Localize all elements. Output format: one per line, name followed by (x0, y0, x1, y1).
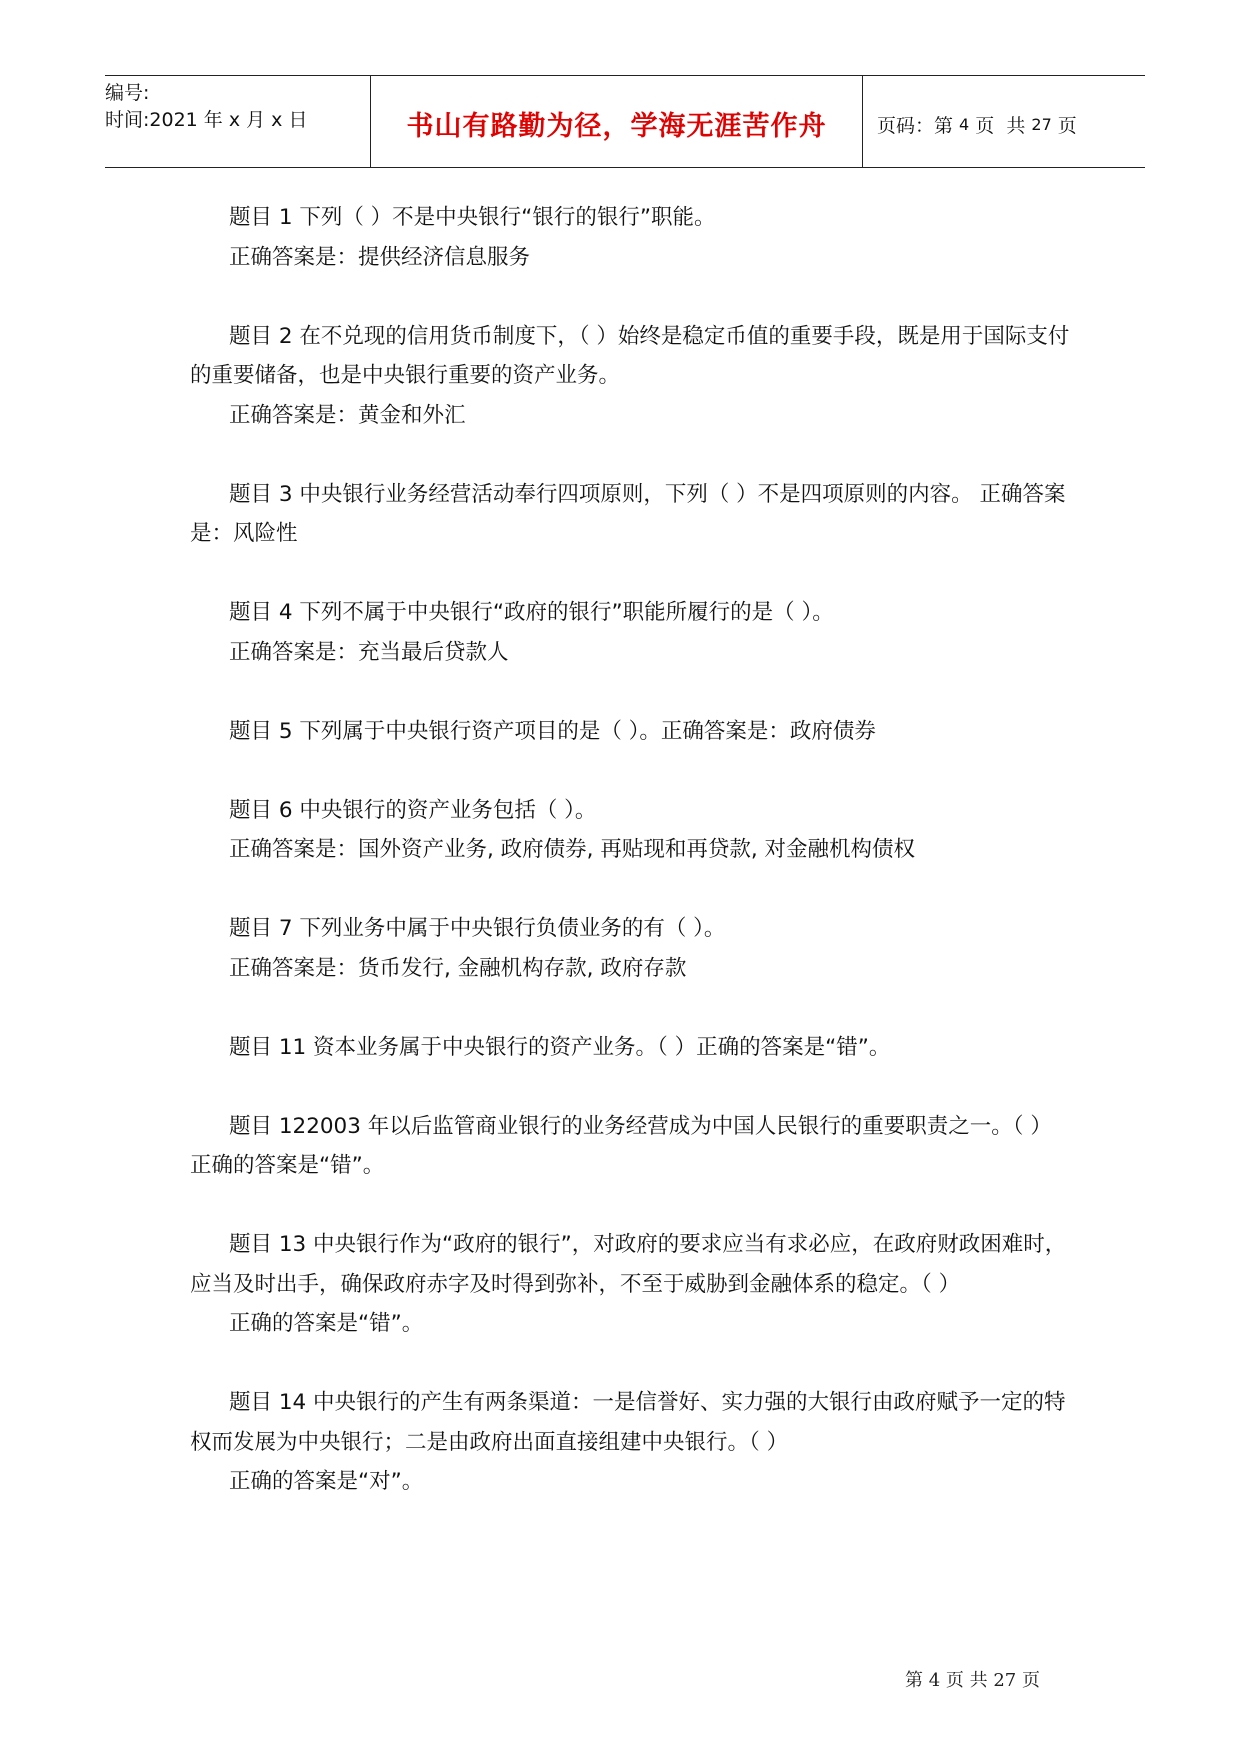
question-item (190, 712, 1070, 752)
footer-prefix: 第 (905, 1670, 929, 1691)
question-text: 题目 7 下列业务中属于中央银行负债业务的有（ ）。 (229, 916, 726, 941)
question-item (190, 791, 1070, 870)
answer-text: 正确答案是：国外资产业务, 政府债券, 再贴现和再贷款, 对金融机构债权 (229, 837, 916, 862)
header-left-cell (105, 76, 370, 167)
answer-text: 正确的答案是“错”。 (229, 1311, 424, 1336)
document-number-label: 编号: (105, 82, 150, 104)
answer-text: 正确答案是：充当最后贷款人 (229, 639, 509, 665)
motto-text: 书山有路勤为径，学海无涯苦作舟 (406, 111, 827, 142)
footer-suffix: 页 (1016, 1670, 1040, 1691)
document-time-label: 时间:2021 年 x 月 x 日 (105, 109, 308, 131)
answer-text: 正确答案是：黄金和外汇 (229, 402, 466, 428)
page-header (105, 75, 1145, 168)
question-item (190, 1225, 1070, 1344)
answer-text: 正确答案是：提供经济信息服务 (229, 244, 531, 270)
page-current: 4 (959, 115, 970, 134)
question-text: 题目 2 在不兑现的信用货币制度下，（ ）始终是稳定币值的重要手段，既是用于国际支付的重要储备，也是中央银行重要的资产业务。 (190, 323, 1070, 388)
question-text: 题目 14 中央银行的产生有两条渠道：一是信誉好、实力强的大银行由政府赋予一定的特权而发展为中央银行；二是由政府出面直接组建中央银行。（ ） (190, 1390, 1066, 1455)
page-label-mid: 页 共 (969, 115, 1032, 137)
question-item (190, 1028, 1070, 1068)
footer-mid: 页 共 (940, 1670, 994, 1691)
question-text: 题目 122003 年以后监管商业银行的业务经营成为中国人民银行的重要职责之一。（ ）正确的答案是“错”。 (190, 1113, 1052, 1178)
question-text: 题目 11 资本业务属于中央银行的资产业务。（ ）正确的答案是“错”。 (229, 1034, 891, 1060)
question-text: 题目 4 下列不属于中央银行“政府的银行”职能所履行的是（ ）。 (229, 600, 834, 625)
footer-total: 27 (993, 1670, 1017, 1691)
question-item (190, 909, 1070, 988)
question-text: 题目 1 下列（ ）不是中央银行“银行的银行”职能。 (229, 205, 716, 230)
header-page-cell (863, 76, 1145, 167)
footer-current: 4 (928, 1670, 941, 1691)
question-text: 题目 6 中央银行的资产业务包括（ ）。 (229, 797, 597, 823)
question-item (190, 475, 1070, 554)
question-list (190, 198, 1070, 1502)
question-item (190, 1107, 1070, 1186)
question-text: 题目 13 中央银行作为“政府的银行”，对政府的要求应当有求必应，在政府财政困难时，应当及时出手，确保政府赤字及时得到弥补，不至于威胁到金融体系的稳定。（ ） (190, 1232, 1067, 1297)
question-item (190, 198, 1070, 277)
question-item (190, 317, 1070, 436)
answer-text: 正确的答案是“对”。 (229, 1469, 424, 1494)
page-label-suffix: 页 (1051, 115, 1077, 137)
header-motto-cell (370, 76, 863, 167)
answer-text: 正确答案是：货币发行, 金融机构存款, 政府存款 (229, 955, 687, 981)
page-label-prefix: 页码：第 (877, 115, 960, 137)
page-footer (905, 1666, 1040, 1692)
question-text: 题目 5 下列属于中央银行资产项目的是（ ）。正确答案是：政府债券 (229, 718, 876, 744)
page-total: 27 (1031, 115, 1052, 134)
question-item (190, 1383, 1070, 1502)
question-text: 题目 3 中央银行业务经营活动奉行四项原则，下列（ ）不是四项原则的内容。 正确答案是：风险性 (190, 481, 1066, 546)
question-item (190, 593, 1070, 672)
